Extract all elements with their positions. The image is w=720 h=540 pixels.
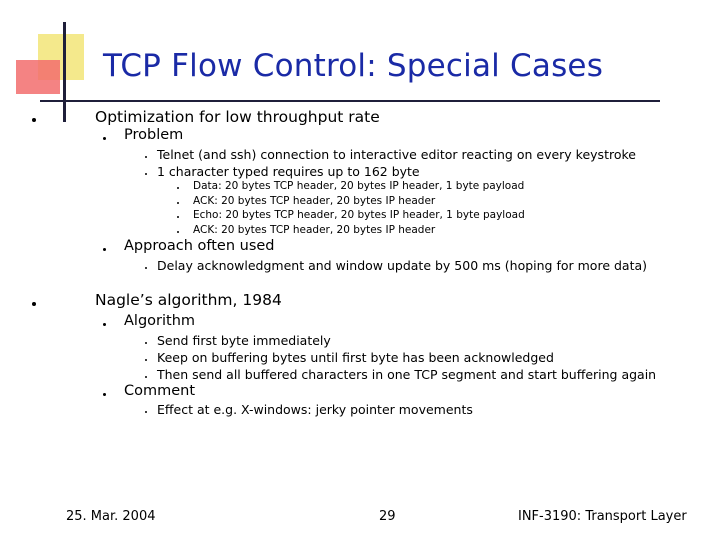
detail-item: ACK: 20 bytes TCP header, 20 bytes IP header [193, 224, 436, 236]
list-item: Delay acknowledgment and window update by 500 ms (hoping for more data) [157, 258, 648, 273]
detail-item: Data: 20 bytes TCP header, 20 bytes IP header, 1 byte payload [193, 180, 525, 192]
list-item: Then send all buffered characters in one TCP segment and start buffering again [157, 367, 657, 382]
title-decoration-red-square [16, 60, 60, 94]
bullet-icon [177, 187, 179, 189]
sub-heading: Algorithm [124, 313, 196, 329]
title-decoration-vertical-line [63, 22, 66, 122]
list-item: Effect at e.g. X-windows: jerky pointer movements [157, 402, 473, 417]
bullet-icon [177, 216, 179, 218]
section-heading: Nagle’s algorithm, 1984 [95, 291, 282, 309]
list-item: 1 character typed requires up to 162 byte [157, 164, 420, 179]
bullet-icon [177, 231, 179, 233]
bullet-icon [145, 156, 147, 158]
bullet-icon [103, 323, 106, 326]
bullet-icon [103, 137, 106, 140]
bullet-icon [32, 302, 36, 306]
bullet-icon [145, 359, 147, 361]
detail-item: ACK: 20 bytes TCP header, 20 bytes IP header [193, 195, 436, 207]
bullet-icon [177, 202, 179, 204]
footer-course: INF-3190: Transport Layer [518, 509, 687, 524]
list-item: Keep on buffering bytes until first byte has been acknowledged [157, 350, 554, 365]
sub-heading: Comment [124, 383, 196, 399]
slide-title: TCP Flow Control: Special Cases [103, 48, 604, 84]
bullet-icon [103, 393, 106, 396]
bullet-icon [32, 118, 36, 122]
bullet-icon [145, 267, 147, 269]
bullet-icon [145, 342, 147, 344]
bullet-icon [145, 411, 147, 413]
bullet-icon [103, 248, 106, 251]
section-heading: Optimization for low throughput rate [95, 108, 380, 126]
footer-date: 25. Mar. 2004 [66, 509, 156, 524]
sub-heading: Approach often used [124, 238, 275, 254]
title-underline [40, 100, 660, 102]
footer-page-number: 29 [379, 509, 396, 524]
detail-item: Echo: 20 bytes TCP header, 20 bytes IP header, 1 byte payload [193, 209, 525, 221]
list-item: Telnet (and ssh) connection to interactive editor reacting on every keystroke [157, 147, 636, 162]
sub-heading: Problem [124, 127, 184, 143]
list-item: Send first byte immediately [157, 333, 331, 348]
bullet-icon [145, 173, 147, 175]
bullet-icon [145, 376, 147, 378]
